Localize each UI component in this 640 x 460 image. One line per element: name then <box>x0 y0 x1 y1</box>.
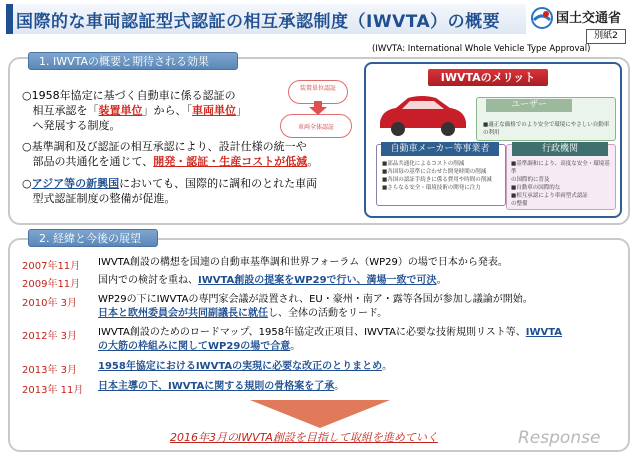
conclusion-text: 2016年3月のIWVTA創設を目指して取組を進めていく <box>170 431 438 444</box>
list-item: ■部品共通化によるコストの削減 <box>382 161 465 167</box>
list-item: ■さらなる安全・環境技術の開発に注力 <box>382 185 481 191</box>
maker-label: 自動車メーカー等事業者 <box>381 142 499 156</box>
watermark: Response <box>518 428 601 448</box>
device-approval-bubble: 装置単位認証 <box>288 80 348 104</box>
merit-title: IWVTAのメリット <box>428 69 548 86</box>
arrow-down-icon <box>308 101 328 115</box>
iwvta-note: (IWVTA: International Whole Vehicle Type Approval) <box>372 44 591 54</box>
list-item: の国際的に普及 <box>511 177 550 183</box>
maker-merit-list <box>382 160 502 192</box>
list-item: ■各国の認証手続きに係る費用や時間の削減 <box>382 177 492 183</box>
event-date: 2012年 3月 <box>22 331 77 342</box>
vehicle-approval-bubble: 車両全体認証 <box>280 114 352 138</box>
bullet-3: ○アジア等の新興国においても、国際的に調和のとれた車両 型式認証制度の整備が促進。 <box>22 177 318 205</box>
list-item: ■相互承認により車両型式認証 <box>511 193 588 199</box>
list-item: ■自動車の国際的な <box>511 185 561 191</box>
car-icon <box>374 92 470 138</box>
page-title: 国際的な車両認証型式認証の相互承認制度（IWVTA）の概要 <box>16 12 501 32</box>
bullet-2: ○基準調和及び認証の相互承認により、設計仕様の統一や 部品の共通化を通じて、開発・認証・生産コストが低減。 <box>22 140 319 168</box>
admin-label: 行政機関 <box>512 142 608 156</box>
event-text: IWVTA創設の構想を国連の自動車基準調和世界フォーラム（WP29）の場で日本から発表。 <box>98 257 508 268</box>
event-text: 国内での検討を重ね、IWVTA創設の提案をWP29で行い、満場一致で可決。 <box>98 275 447 286</box>
attachment-label: 別紙2 <box>586 29 626 44</box>
section1-heading: 1. IWVTAの概要と期待される効果 <box>28 52 238 70</box>
user-label: ユーザー <box>486 99 572 112</box>
admin-merit-list <box>511 160 611 208</box>
event-date: 2007年11月 <box>22 261 81 272</box>
event-date: 2013年 11月 <box>22 385 84 396</box>
ministry-name: 国土交通省 <box>556 11 622 26</box>
list-item: ■基準調和により、高度な安全・環境基準 <box>511 161 610 175</box>
event-date: 2009年11月 <box>22 279 81 290</box>
arrow-down-icon <box>250 400 390 428</box>
event-date: 2013年 3月 <box>22 365 77 376</box>
ministry-logo-icon <box>530 6 554 30</box>
event-text: 日本主導の下、IWVTAに関する規則の骨格案を了承。 <box>98 381 345 392</box>
list-item: ■各国毎の基準に合わせた開発時間の削減 <box>382 169 487 175</box>
bullet-1: ○1958年協定に基づく自動車に係る認証の 相互承認を「装置単位」から、「車両単位」 へ発展する制度。 <box>22 89 247 132</box>
list-item: の整備 <box>511 201 528 207</box>
section2-heading: 2. 経緯と今後の展望 <box>28 229 158 247</box>
event-date: 2010年 3月 <box>22 298 77 309</box>
event-text: 1958年協定におけるIWVTAの実現に必要な改正のとりまとめ。 <box>98 361 393 372</box>
event-text: WP29の下にIWVTAの専門家会議が設置され、EU・豪州・南ア・露等各国が参加し議論が開始。 日本と欧州委員会が共同副議長に就任し、全体の活動をリード。 <box>98 294 533 319</box>
event-text: IWVTA創設のためのロードマップ、1958年協定改正項目、IWVTAに必要な技術規則リスト等、IWVTA の大筋の枠組みに関してWP29の場で合意。 <box>98 327 563 352</box>
user-merit-text: ■適正な価格でのより安全で環境にやさしい自動車の利用 <box>483 122 610 136</box>
